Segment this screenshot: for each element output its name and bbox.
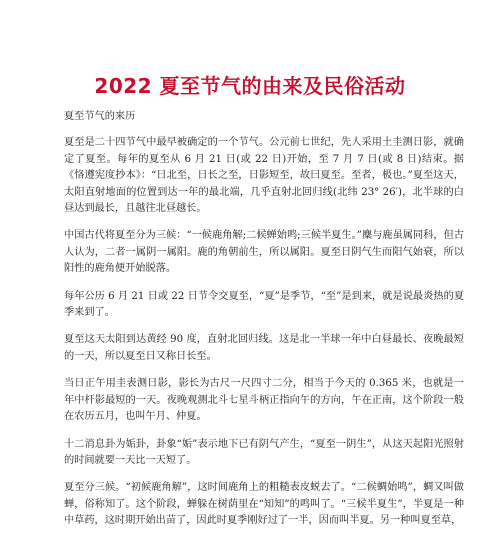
document-title: 2022 夏至节气的由来及民俗活动	[94, 74, 406, 98]
section-heading: 夏至节气的来历	[64, 111, 136, 122]
paragraph: 每年公历 6 月 21 日或 22 日节令交夏至，“夏”是季节，“至”是到来，就是说最炎热的夏季来到了。	[64, 290, 464, 319]
paragraph: 夏至这天太阳到达黄经 90 度，直射北回归线。这是北一半球一年中白昼最长、夜晚最短的一天，所以夏至日又称日长至。	[64, 334, 464, 362]
paragraph: 夏至是二十四节气中最早被确定的一个节气。公元前七世纪，先人采用土圭测日影，就确定了夏至。每年的夏至从 6 月 21 日(或 22 日)开始，至 7 月 7 日(或 8 日)结束。据《恪遵宪度抄本》：“日北至，日长之至，日影短至，故曰夏至。至者，极也。”夏至这天，太阳直射地面的位置到达一年的最北端，几乎直射北回归线(北纬 23° 26′)，北半球的白昼达到最长，且越往北昼越长。	[64, 137, 464, 215]
document-body	[64, 109, 464, 541]
paragraph: 夏至分三候。“初候鹿角解”，这时间鹿角上的粗糙表皮蜕去了。“二候蜩始鸣”，蜩又叫做蝉，俗称知了。这个阶段，蝉躲在树荫里在“知知”的鸣叫了。“三候半夏生”，半夏是一种中草药，这时期开始出苗了，因此时夏季刚好过了一半，因而叫半夏。另一种叫夏至草，	[64, 482, 464, 527]
paragraph: 中国古代将夏至分为三候：“一候鹿角解;二候蝉始鸣;三候半夏生。”麋与鹿虽属同科，但古人认为，二者一属阴一属阳。鹿的角朝前生，所以属阳。夏至日阴气生而阳气始衰，所以阳性的鹿角便开始脱落。	[64, 230, 464, 275]
paragraph: 当日正午用圭表测日影，影长为古尺一尺四寸二分，相当于今天的 0.365 米，也就是一年中杆影最短的一天。夜晚观测北斗七星斗柄正指向午的方向，午在正南，这个阶段一般在农历五月，也叫午月、仲夏。	[64, 378, 464, 423]
paragraph: 十二消息卦为姤卦，卦象“姤”表示地下已有阴气产生，“夏至一阴生”，从这天起阳光照射的时间就要一天比一天短了。	[64, 438, 464, 466]
